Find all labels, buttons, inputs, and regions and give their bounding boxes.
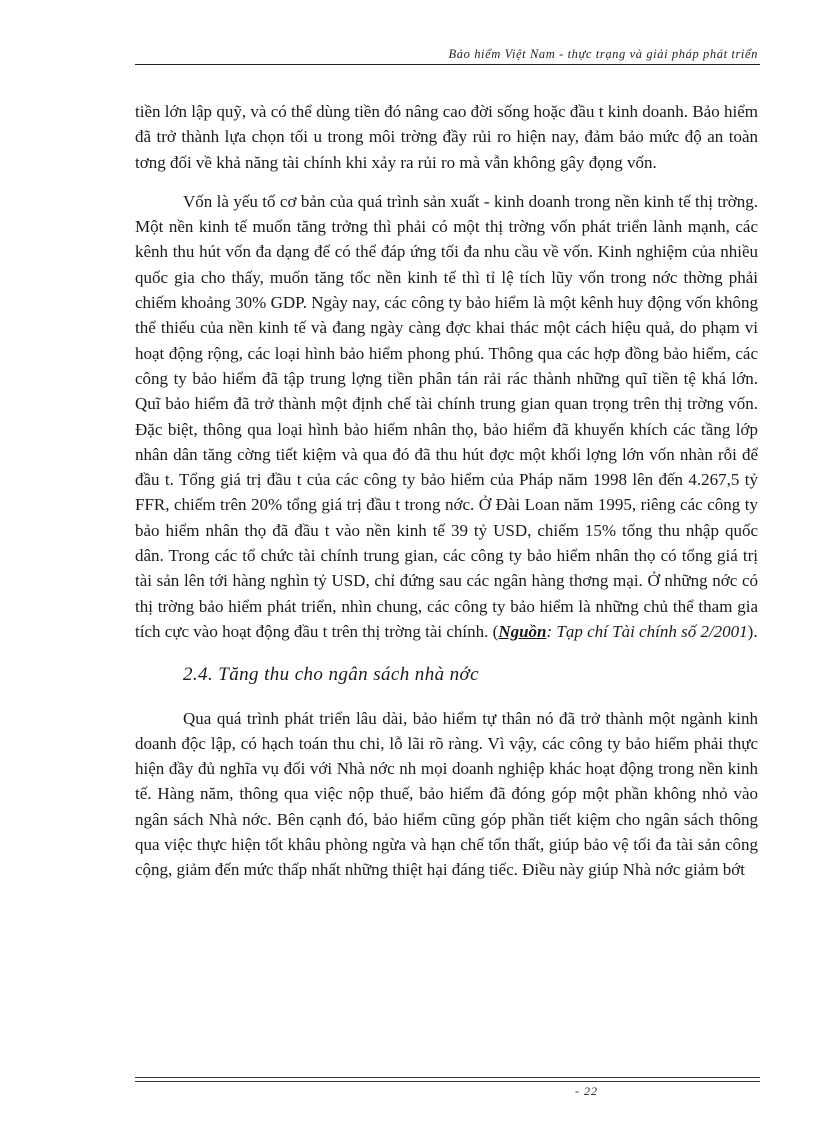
paragraph-3: Qua quá trình phát triển lâu dài, bảo hiểm tự thân nó đã trở thành một ngành kinh doanh độc lập, có hạch toán thu chi, lỗ lãi rõ ràng. Vì vậy, các công ty bảo hiểm phải thực hiện đầy đủ nghĩa vụ đối với Nhà nớc nh mọi doanh nghiệp khác hoạt động trong nền kinh tế. Hàng năm, thông qua việc nộp thuế, bảo hiểm đã đóng góp một phần không nhỏ vào ngân sách Nhà nớc. Bên cạnh đó, bảo hiểm cũng góp phần tiết kiệm cho ngân sách thông qua việc thực hiện tốt khâu phòng ngừa và hạn chế tổn thất, giúp bảo vệ tối đa tài sản công cộng, giảm đến mức thấp nhất những thiệt hại đáng tiếc. Điều này giúp Nhà nớc giảm bớt (135, 708, 758, 880)
section-heading: 2.4. Tăng thu cho ngân sách nhà nớc (183, 664, 479, 686)
source-label: Nguồn (498, 621, 547, 641)
paragraph-2-end: ). (747, 621, 758, 641)
page-body (135, 99, 758, 883)
paragraph-2-text: Vốn là yếu tố cơ bản của quá trình sản xuất - kinh doanh trong nền kinh tế thị trờng. Một nền kinh tế muốn tăng trởng thì phải có một thị trờng vốn phát triển lành mạnh, các kênh thu hút vốn đa dạng để có thể đáp ứng tối đa nhu cầu về vốn. Kinh nghiệm của nhiều quốc gia cho thấy, muốn tăng tốc nền kinh tế thì tỉ lệ tích lũy vốn trong nớc thờng phải chiếm khoảng 30% GDP. Ngày nay, các công ty bảo hiểm là một kênh huy động vốn không thể thiếu của nền kinh tế và đang ngày càng đợc khai thác một cách hiệu quả, do phạm vi hoạt động rộng, các loại hình bảo hiểm phong phú. Thông qua các hợp đồng bảo hiểm, các công ty bảo hiểm đã tập trung lợng tiền phân tán rải rác thành những quĩ tiền tệ khá lớn. Quĩ bảo hiểm đã trở thành một định chế tài chính trung gian quan trọng trên thị trờng vốn. Đặc biệt, thông qua loại hình bảo hiểm nhân thọ, bảo hiểm đã khuyến khích các tầng lớp nhân dân tăng cờng tiết kiệm và qua đó đã thu hút đợc một khối lợng lớn vốn nhàn rỗi để đầu t. Tổng giá trị đầu t của các công ty bảo hiểm của Pháp năm 1998 lên đến 4.267,5 tỷ FFR, chiếm trên 20% tổng giá trị đầu t trong nớc. Ở Đài Loan năm 1995, riêng các công ty bảo hiểm nhân thọ đã đầu t vào nền kinh tế 39 tỷ USD, chiếm 15% tổng thu nhập quốc dân. Trong các tổ chức tài chính trung gian, các công ty bảo hiểm nhân thọ có tổng giá trị tài sản lên tới hàng nghìn tỷ USD, chỉ đứng sau các ngân hàng thơng mại. Ở những nớc có thị trờng bảo hiểm phát triển, nhìn chung, các công ty bảo hiểm là những chủ thể tham gia tích cực vào hoạt động đầu t trên thị trờng tài chính. ( (135, 191, 758, 641)
header-rule (135, 64, 760, 65)
page-number: - 22 (575, 1084, 598, 1098)
source-citation: : Tạp chí Tài chính số 2/2001 (546, 621, 748, 641)
running-header: Bảo hiểm Việt Nam - thực trạng và giải pháp phát triển (448, 47, 758, 61)
footer-rule (135, 1077, 760, 1078)
paragraph-2 (135, 189, 758, 644)
paragraph-1: tiền lớn lập quỹ, và có thể dùng tiền đó nâng cao đời sống hoặc đầu t kinh doanh. Bảo hiểm đã trở thành lựa chọn tối u trong môi trờng đầy rủi ro hiện nay, đảm bảo mức độ an toàn tơng đối về khả năng tài chính khi xảy ra rủi ro mà vẫn không gây đọng vốn. (135, 102, 758, 172)
footer-rule-double (135, 1081, 760, 1082)
